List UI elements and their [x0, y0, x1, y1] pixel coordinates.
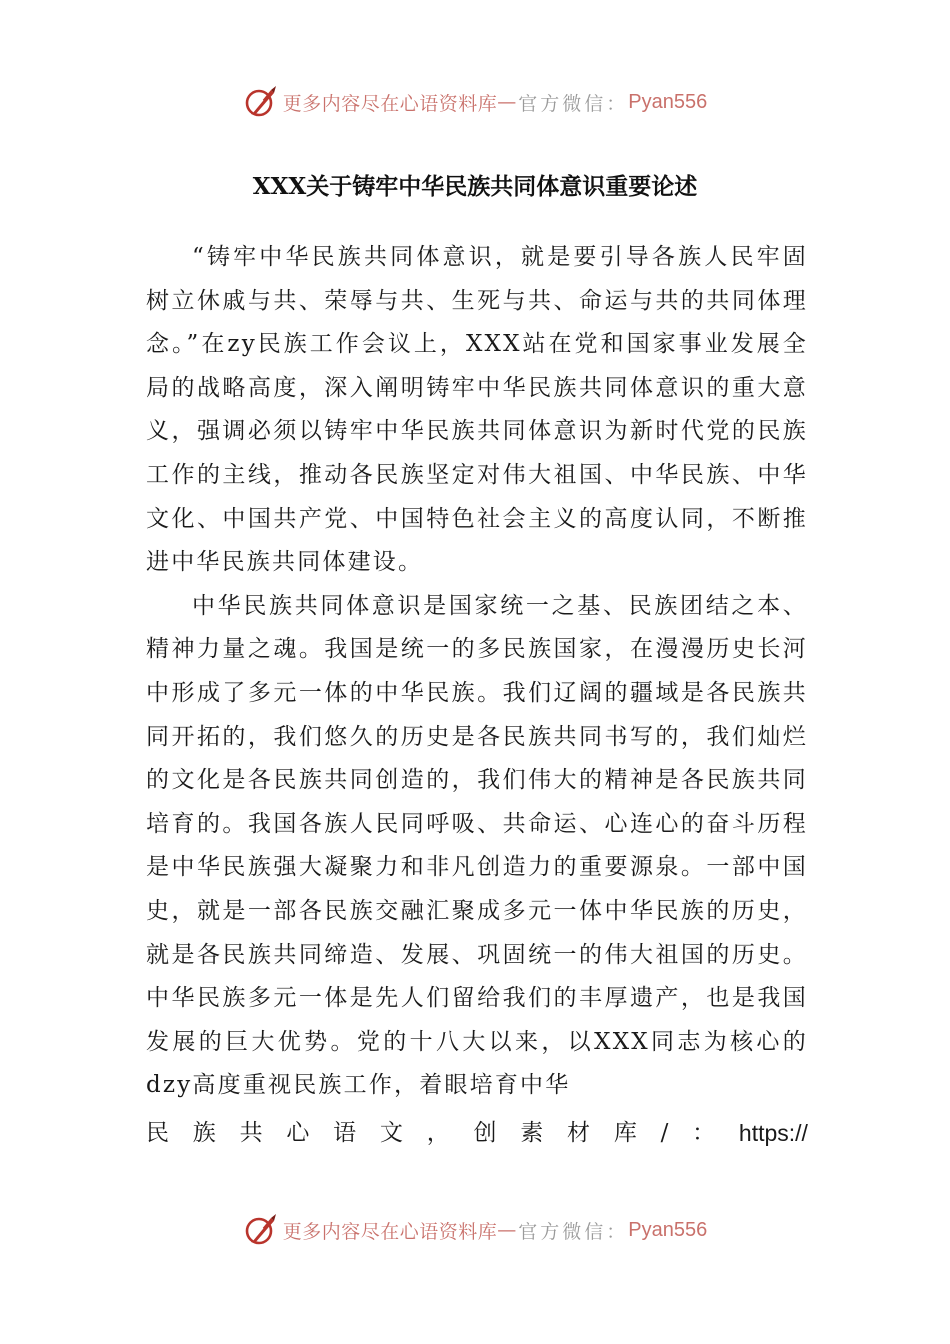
- quill-pen-circle-icon: [243, 1212, 279, 1248]
- document-title: XXX关于铸牢中华民族共同体意识重要论述: [252, 173, 698, 200]
- last-line-char: ：: [692, 1119, 716, 1146]
- last-line-char: 创: [473, 1119, 497, 1146]
- last-line-char: 库: [613, 1119, 637, 1146]
- last-line-char: ，: [426, 1119, 450, 1146]
- footer-banner: [0, 1210, 950, 1250]
- last-line-char: 素: [520, 1119, 544, 1146]
- wechat-label: 官方微信：: [518, 1220, 629, 1243]
- last-line-char: 心: [286, 1119, 310, 1146]
- last-line-char: 材: [567, 1119, 591, 1146]
- paragraph: 中华民族共同体意识是国家统一之基、民族团结之本、精神力量之魂。我国是统一的多民族国家，在漫漫历史长河中形成了多元一体的中华民族。我们辽阔的疆域是各民族共同开拓的，我们悠久的历史是各民族共同书写的，我们灿烂的文化是各民族共同创造的，我们伟大的精神是各民族共同培育的。我国各族人民同呼吸、共命运、心连心的奋斗历程是中华民族强大凝聚力和非凡创造力的重要源泉。一部中国史，就是一部各民族交融汇聚成多元一体中华民族的历史，就是各民族共同缔造、发展、巩固统一的伟大祖国的历史。中华民族多元一体是先人们留给我们的丰厚遗产，也是我国发展的巨大优势。党的十八大以来，以XXX同志为核心的dzy高度重视民族工作，着眼培育中华: [146, 592, 808, 1099]
- document-body: [146, 236, 808, 1158]
- last-line-char: 语: [333, 1119, 357, 1146]
- header-banner: [0, 82, 950, 122]
- last-line-link: https://: [738, 1119, 808, 1146]
- last-line-char: 共: [239, 1119, 263, 1146]
- site-promo-text: 更多内容尽在心语资料库: [282, 1220, 498, 1243]
- quill-pen-circle-icon: [243, 84, 279, 120]
- last-line-char: 文: [379, 1119, 403, 1146]
- banner-dash: —: [497, 91, 517, 113]
- last-line-char: 族: [192, 1119, 216, 1146]
- wechat-id: Pyan556: [628, 1218, 708, 1241]
- paragraph: “铸牢中华民族共同体意识，就是要引导各族人民牢固树立休戚与共、荣辱与共、生死与共、命运与共的共同体理念。”在zy民族工作会议上，XXX站在党和国家事业发展全局的战略高度，深入阐明铸牢中华民族共同体意识的重大意义，强调必须以铸牢中华民族共同体意识为新时代党的民族工作的主线，推动各民族坚定对伟大祖国、中华民族、中华文化、中国共产党、中国特色社会主义的高度认同，不断推进中华民族共同体建设。: [146, 244, 808, 576]
- last-line: [146, 1108, 808, 1158]
- last-line-char: /: [660, 1119, 669, 1146]
- banner-dash: —: [497, 1219, 517, 1241]
- wechat-label: 官方微信：: [518, 92, 629, 115]
- site-promo-text: 更多内容尽在心语资料库: [282, 92, 498, 115]
- wechat-id: Pyan556: [628, 90, 708, 113]
- last-line-char: 民: [146, 1119, 169, 1146]
